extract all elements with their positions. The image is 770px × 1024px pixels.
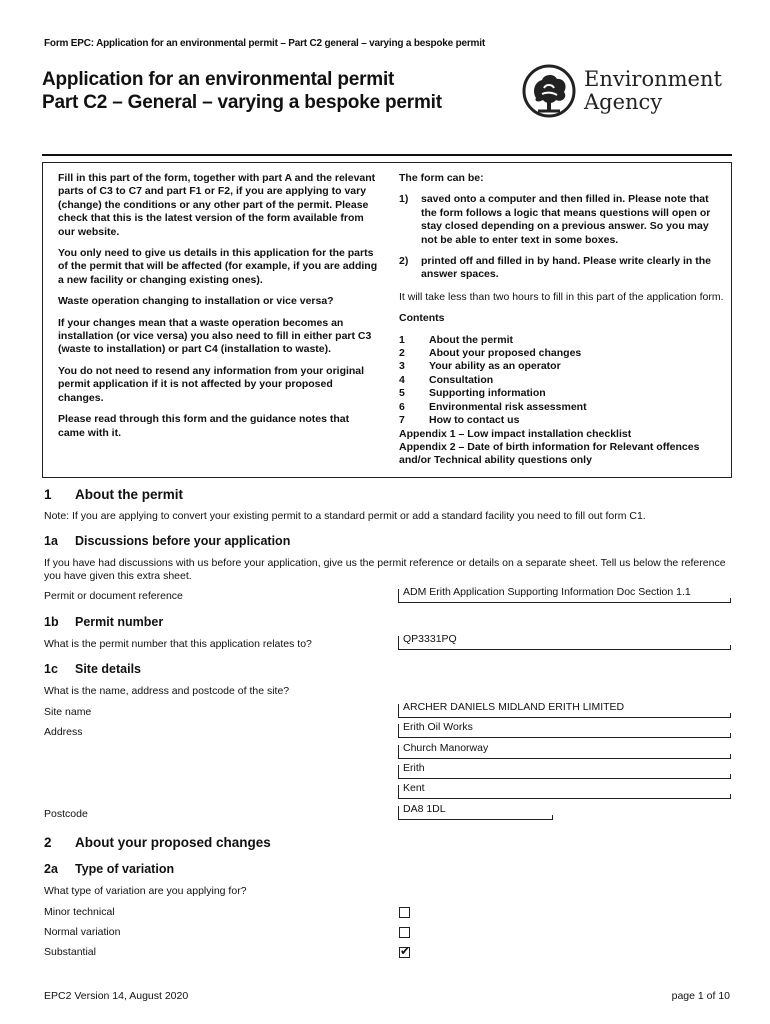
permit-number-value: QP3331PQ xyxy=(403,633,457,645)
tree-emblem-icon xyxy=(522,64,578,118)
section-number: 1c xyxy=(44,662,58,676)
permit-ref-value: ADM Erith Application Supporting Information Doc Section 1.1 xyxy=(403,586,691,598)
intro-right-column xyxy=(399,172,725,468)
option-text: saved onto a computer and then filled in. Please note that the form follows a logic that means questions will open or stay closed depending on a previous answer. So you may not be able to enter text in some boxes. xyxy=(421,193,711,246)
contents-number: 1 xyxy=(399,333,405,346)
contents-label: Environmental risk assessment xyxy=(429,400,587,413)
intro-paragraph: If your changes mean that a waste operation becomes an installation (or vice versa) you also need to fill in either part C3 (waste to installation) or part C4 (installation to waste). xyxy=(58,316,372,356)
postcode-label: Postcode xyxy=(44,808,88,820)
contents-number: 3 xyxy=(399,360,405,373)
substantial-checkbox[interactable] xyxy=(399,947,410,958)
appendix-1: Appendix 1 – Low impact installation checklist xyxy=(399,427,632,440)
address-line-value: Erith Oil Works xyxy=(403,721,473,733)
intro-paragraph: You do not need to resend any information from your original permit application if it is not affected by your proposed changes. xyxy=(58,364,365,404)
postcode-value: DA8 1DL xyxy=(403,803,446,815)
section-number: 2a xyxy=(44,862,58,876)
footer-version: EPC2 Version 14, August 2020 xyxy=(44,990,189,1002)
section-1b-heading xyxy=(44,615,163,629)
running-header: Form EPC: Application for an environmental permit – Part C2 general – varying a bespoke permit xyxy=(44,38,485,49)
contents-list xyxy=(399,334,725,428)
contents-item xyxy=(399,334,725,347)
section-1c-heading xyxy=(44,662,141,676)
contents-item xyxy=(399,360,725,373)
section-2-heading xyxy=(44,835,271,850)
section-1a-heading xyxy=(44,534,290,548)
form-can-be-heading: The form can be: xyxy=(399,172,484,184)
option-item xyxy=(399,255,725,282)
intro-left-column xyxy=(58,172,378,448)
section-title: Permit number xyxy=(75,615,164,629)
time-note: It will take less than two hours to fill in this part of the application form. xyxy=(399,290,724,303)
contents-number: 5 xyxy=(399,387,405,400)
appendix-2: Appendix 2 – Date of birth information for Relevant offences and/or Technical ability questions only xyxy=(399,440,700,467)
minor-technical-checkbox[interactable] xyxy=(399,907,410,918)
option-label-minor-technical: Minor technical xyxy=(44,906,115,918)
site-name-label: Site name xyxy=(44,706,92,718)
contents-number: 2 xyxy=(399,347,405,360)
permit-ref-label: Permit or document reference xyxy=(44,590,183,602)
section-title: Site details xyxy=(75,662,141,676)
site-name-value: ARCHER DANIELS MIDLAND ERITH LIMITED xyxy=(403,701,625,713)
permit-ref-field[interactable] xyxy=(398,586,731,603)
contents-label: About your proposed changes xyxy=(429,347,582,360)
section-number: 1b xyxy=(44,615,59,629)
intro-paragraph: You only need to give us details in this application for the parts of the permit that will be affected (for example, if you are adding a new facility or changing existing ones). xyxy=(58,247,378,286)
contents-item xyxy=(399,387,725,400)
header-rule xyxy=(42,154,732,156)
variation-question: What type of variation are you applying for? xyxy=(44,885,247,897)
section-1a-text: If you have had discussions with us before your application, give us the permit reference or details on a separate sheet. Tell us below the reference you have given this extra sheet. xyxy=(44,557,726,583)
logo-line-2: Agency xyxy=(584,90,663,114)
permit-number-label: What is the permit number that this application relates to? xyxy=(44,638,312,650)
contents-item xyxy=(399,374,725,387)
address-line-value: Erith xyxy=(403,762,425,774)
title-line-1: Application for an environmental permit xyxy=(42,69,395,90)
section-title: About your proposed changes xyxy=(75,835,271,850)
address-line-field[interactable] xyxy=(398,762,731,779)
option-number: 1) xyxy=(399,193,409,206)
contents-number: 6 xyxy=(399,400,405,413)
address-line-field[interactable] xyxy=(398,742,731,759)
postcode-field[interactable] xyxy=(398,803,553,820)
intro-paragraph: Fill in this part of the form, together with part A and the relevant parts of C3 to C7 and part F1 or F2, if you are applying to vary (change) the conditions or any other part of the permit. Please check that this is the latest version of the form available from our website. xyxy=(58,172,376,238)
section-number: 2 xyxy=(44,835,52,850)
address-line-value: Kent xyxy=(403,782,425,794)
logo-wordmark xyxy=(584,68,722,114)
contents-item xyxy=(399,347,725,360)
title-line-2: Part C2 – General – varying a bespoke permit xyxy=(42,92,442,113)
address-line-field[interactable] xyxy=(398,782,731,799)
site-question: What is the name, address and postcode of the site? xyxy=(44,685,290,697)
logo-line-1: Environment xyxy=(584,67,722,91)
option-item xyxy=(399,193,725,247)
section-1-note: Note: If you are applying to convert your existing permit to a standard permit or add a standard facility you need to fill out form C1. xyxy=(44,510,646,522)
environment-agency-logo xyxy=(522,64,732,118)
section-title: About the permit xyxy=(75,487,183,502)
intro-paragraph: Waste operation changing to installation or vice versa? xyxy=(58,295,334,308)
site-name-field[interactable] xyxy=(398,701,731,718)
footer-page-number: page 1 of 10 xyxy=(671,990,730,1002)
option-label-normal-variation: Normal variation xyxy=(44,926,121,938)
normal-variation-checkbox[interactable] xyxy=(399,927,410,938)
contents-heading: Contents xyxy=(399,312,445,325)
section-title: Type of variation xyxy=(75,862,175,876)
intro-paragraph: Please read through this form and the guidance notes that came with it. xyxy=(58,413,350,439)
section-number: 1a xyxy=(44,534,58,548)
section-number: 1 xyxy=(44,487,52,502)
section-2a-heading xyxy=(44,862,174,876)
option-text: printed off and filled in by hand. Please write clearly in the answer spaces. xyxy=(421,255,711,281)
page-title xyxy=(42,68,442,114)
contents-number: 4 xyxy=(399,373,405,386)
contents-label: How to contact us xyxy=(429,414,520,427)
permit-number-field[interactable] xyxy=(398,633,731,650)
address-label: Address xyxy=(44,726,83,738)
section-title: Discussions before your application xyxy=(75,534,291,548)
section-1-heading xyxy=(44,487,183,502)
contents-number: 7 xyxy=(399,414,405,427)
address-line-field[interactable] xyxy=(398,721,731,738)
contents-label: Supporting information xyxy=(429,387,546,400)
address-line-value: Church Manorway xyxy=(403,742,489,754)
intro-box xyxy=(42,162,732,478)
contents-item xyxy=(399,414,725,427)
contents-label: Consultation xyxy=(429,373,494,386)
contents-label: About the permit xyxy=(429,333,513,346)
option-number: 2) xyxy=(399,255,409,268)
option-label-substantial: Substantial xyxy=(44,946,96,958)
contents-label: Your ability as an operator xyxy=(429,360,561,373)
contents-item xyxy=(399,401,725,414)
